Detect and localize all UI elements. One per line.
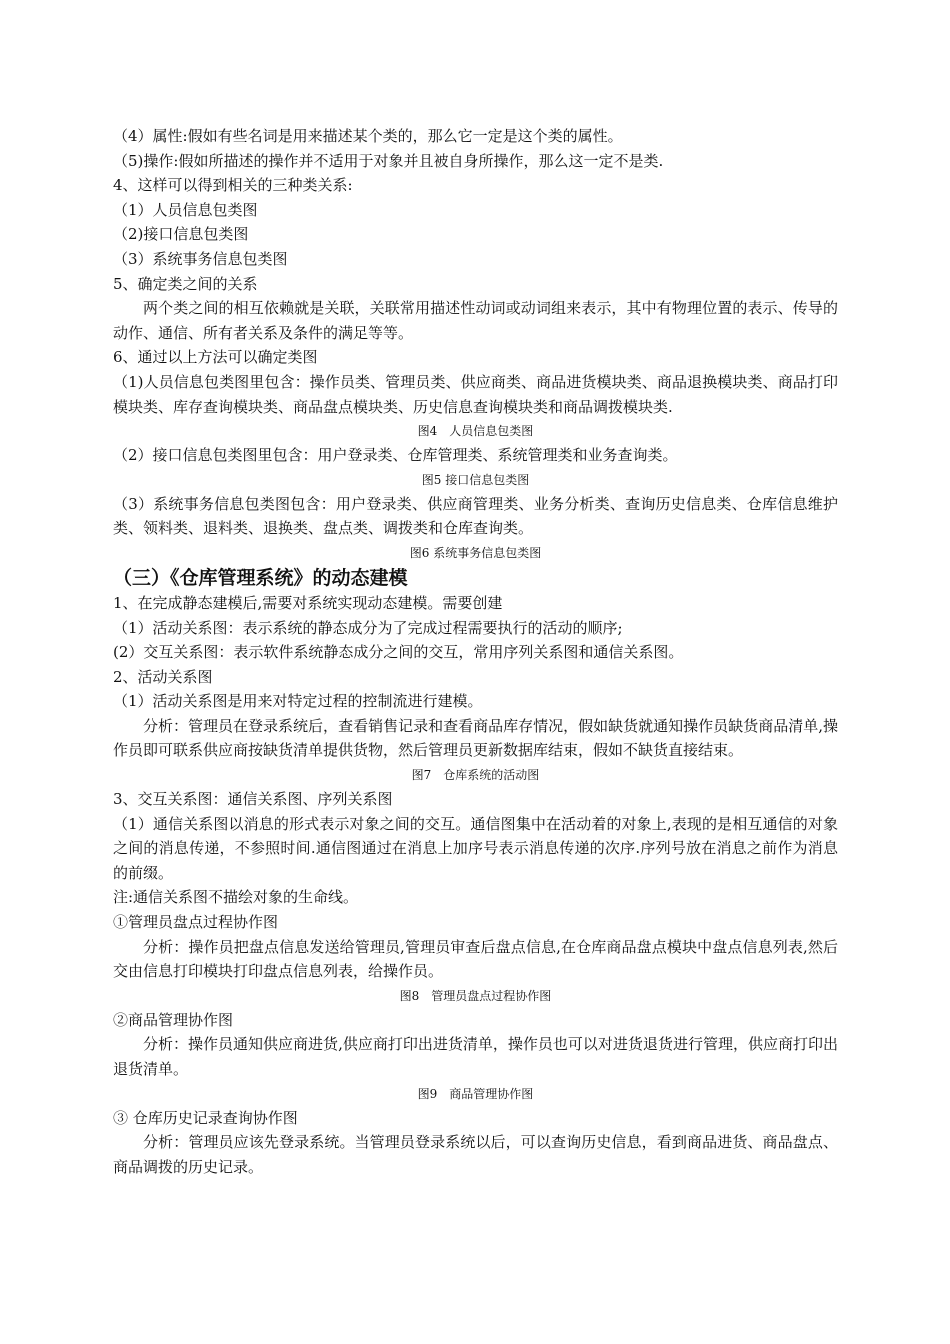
figure-caption-9: 图9 商品管理协作图	[417, 1086, 534, 1101]
paragraph-goods-analysis: 分析：操作员通知供应商进货,供应商打印出进货清单，操作员也可以对进货退货进行管理，供应商打印出退货清单。	[113, 1035, 838, 1078]
text-line-dynamic-3: 3、交互关系图：通信关系图、序列关系图	[113, 790, 393, 809]
text-line-section-5: 5、确定类之间的关系	[113, 274, 258, 293]
paragraph-communication-diagram: （1）通信关系图以消息的形式表示对象之间的交互。通信图集中在活动着的对象上,表现的是相互通信的对象之间的消息传递，不参照时间.通信图通过在消息上加序号表示消息传递的次序.序列号放在消息之前作为消息的前缀。	[113, 814, 838, 882]
list-item-personnel-diagram: （1）人员信息包类图	[113, 200, 258, 219]
list-item-inventory-collab: ①管理员盘点过程协作图	[113, 913, 279, 932]
list-item-transaction-diagram: （3）系统事务信息包类图	[113, 249, 288, 268]
paragraph-inventory-analysis: 分析：操作员把盘点信息发送给管理员,管理员审查后盘点信息,在仓库商品盘点模块中盘点信息列表,然后交由信息打印模块打印盘点信息列表，给操作员。	[113, 937, 838, 981]
text-line-dynamic-2: 2、活动关系图	[113, 667, 213, 686]
text-line-operation-rule: （5)操作:假如所描述的操作并不适用于对象并且被自身所操作，那么这一定不是类.	[113, 151, 664, 170]
text-line-interface-classes: （2）接口信息包类图里包含：用户登录类、仓库管理类、系统管理类和业务查询类。	[113, 446, 678, 465]
text-line-attribute-rule: （4）属性:假如有些名词是用来描述某个类的，那么它一定是这个类的属性。	[113, 127, 623, 145]
paragraph-transaction-classes: （3）系统事务信息包类图包含：用户登录类、供应商管理类、业务分析类、查询历史信息类、仓库信息维护类、领料类、退料类、退换类、盘点类、调拨类和仓库查询类。	[113, 494, 838, 538]
paragraph-personnel-classes: （1)人员信息包类图里包含：操作员类、管理员类、供应商类、商品进货模块类、商品退换模块类、商品打印模块类、库存查询模块类、商品盘点模块类、历史信息查询模块类和商品调拨模块类.	[113, 372, 838, 416]
document-body	[113, 124, 838, 1179]
section-heading-dynamic-modeling: （三）《仓库管理系统》的动态建模	[113, 566, 408, 589]
figure-caption-7: 图7 仓库系统的活动图	[411, 768, 540, 783]
text-line-activity-diagram-def: （1）活动关系图：表示系统的静态成分为了完成过程需要执行的活动的顺序;	[113, 618, 623, 637]
figure-caption-8: 图8 管理员盘点过程协作图	[399, 988, 552, 1003]
figure-caption-6: 图6 系统事务信息包类图	[409, 545, 542, 560]
text-line-interaction-diagram-def: (2）交互关系图：表示软件系统静态成分之间的交互，常用序列关系图和通信关系图。	[113, 643, 684, 662]
figure-caption-4: 图4 人员信息包类图	[417, 424, 534, 439]
figure-caption-5: 图5 接口信息包类图	[421, 472, 530, 487]
paragraph-history-analysis: 分析：管理员应该先登录系统。当管理员登录系统以后，可以查询历史信息，看到商品进货、商品盘点、商品调拨的历史记录。	[113, 1133, 838, 1176]
paragraph-activity-analysis: 分析：管理员在登录系统后，查看销售记录和查看商品库存情况，假如缺货就通知操作员缺货商品清单,操作员即可联系供应商按缺货清单提供货物，然后管理员更新数据库结束，假如不缺货直接结束。	[113, 716, 838, 760]
text-line-dynamic-1: 1、在完成静态建模后,需要对系统实现动态建模。需要创建	[113, 593, 503, 612]
list-item-goods-collab: ②商品管理协作图	[113, 1010, 234, 1029]
text-line-section-6: 6、通过以上方法可以确定类图	[113, 348, 318, 367]
text-line-note: 注:通信关系图不描绘对象的生命线。	[113, 888, 359, 907]
paragraph-association: 两个类之间的相互依赖就是关联，关联常用描述性动词或动词组来表示，其中有物理位置的表示、传导的动作、通信、所有者关系及条件的满足等等。	[113, 299, 838, 342]
text-line-section-4: 4、这样可以得到相关的三种类关系:	[113, 176, 353, 195]
text-line-activity-control: （1）活动关系图是用来对特定过程的控制流进行建模。	[113, 692, 483, 711]
list-item-interface-diagram: （2)接口信息包类图	[113, 225, 249, 244]
list-item-history-collab: ③ 仓库历史记录查询协作图	[113, 1108, 298, 1127]
